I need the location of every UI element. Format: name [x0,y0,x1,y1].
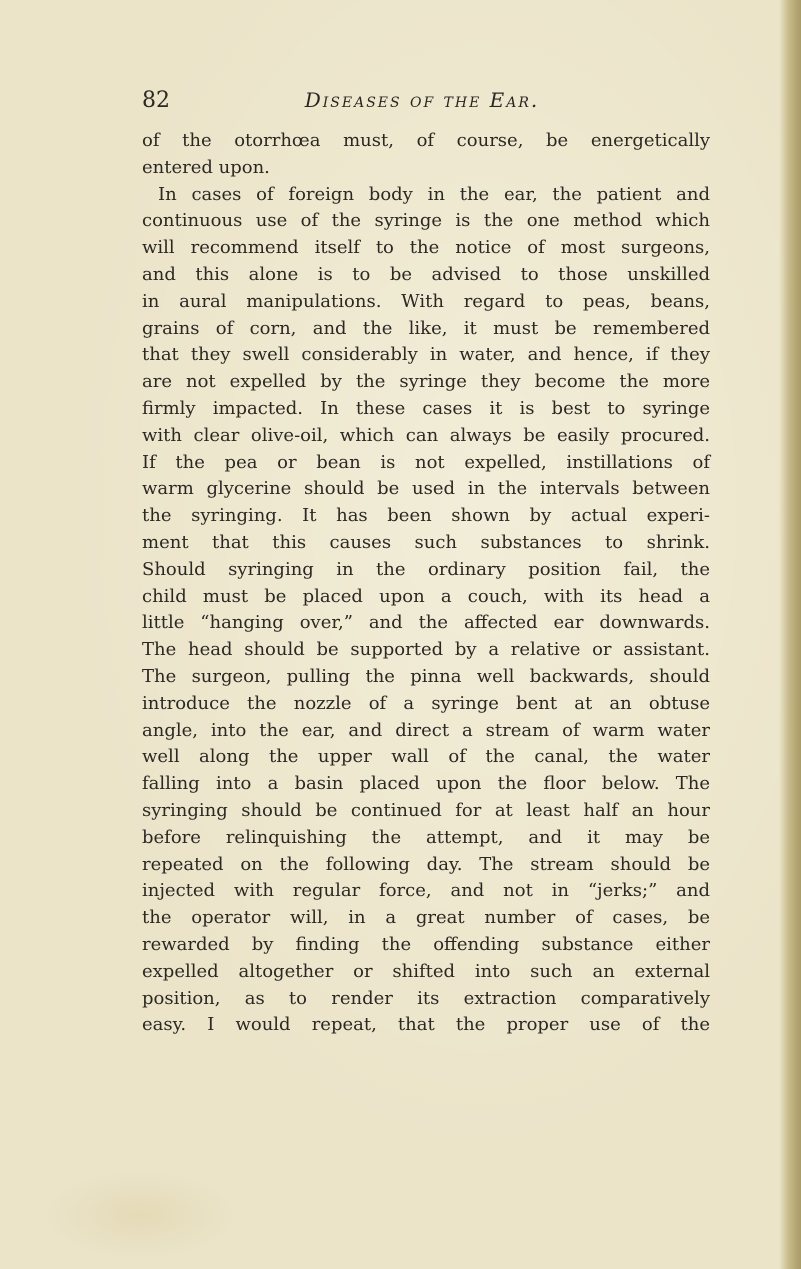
text-line: well along the upper wall of the canal, the water [142,746,710,768]
text-line: of the otorrhœa must, of course, be energetically [142,130,710,151]
text-line: falling into a basin placed upon the floor below. The [142,773,710,795]
text-line: the syringing. It has been shown by actual experi- [142,505,710,527]
text-line: the operator will, in a great number of cases, be [142,907,710,929]
running-head: Diseases of the Ear. [304,88,540,112]
text-line: will recommend itself to the notice of most surgeons, [142,237,710,259]
text-line: continuous use of the syringe is the one method which [142,210,710,232]
text-line: entered upon. [142,156,270,178]
text-line: repeated on the following day. The stream should be [142,853,710,875]
text-line: The surgeon, pulling the pinna well backwards, should [142,665,710,687]
page-edge-shadow [779,0,801,1269]
text-line: ment that this causes such substances to shrink. [142,531,710,553]
text-line: angle, into the ear, and direct a stream of warm water [142,719,710,741]
text-line: firmly impacted. In these cases it is best to syringe [142,397,710,419]
text-line: Should syringing in the ordinary position fail, the [142,558,710,580]
text-line: easy. I would repeat, that the proper use of the [142,1014,710,1036]
text-line: that they swell considerably in water, and hence, if they [142,344,710,366]
text-line: If the pea or bean is not expelled, instillations of [142,451,710,473]
page-number: 82 [142,88,170,113]
text-line: in aural manipulations. With regard to peas, beans, [142,290,710,312]
text-line: injected with regular force, and not in “jerks;” and [142,880,710,902]
text-line: little “hanging over,” and the affected ear downwards. [142,612,710,634]
text-line: In cases of foreign body in the ear, the patient and [158,183,710,205]
text-line: child must be placed upon a couch, with its head a [142,585,710,607]
text-line: warm glycerine should be used in the intervals between [142,478,710,500]
body-text [142,128,710,1039]
text-line: expelled altogether or shifted into such an external [142,960,710,982]
text-line: and this alone is to be advised to those unskilled [142,263,710,285]
text-line: The head should be supported by a relative or assistant. [142,639,710,661]
text-line: rewarded by finding the offending substance either [142,933,710,955]
text-line: are not expelled by the syringe they become the more [142,371,710,393]
paper-stain [40,1170,240,1260]
text-line: grains of corn, and the like, it must be remembered [142,317,710,339]
text-line: before relinquishing the attempt, and it may be [142,826,710,848]
page-header [142,88,702,124]
text-line: position, as to render its extraction comparatively [142,987,710,1009]
text-line: syringing should be continued for at least half an hour [142,799,710,821]
text-line: with clear olive-oil, which can always be easily procured. [142,424,710,446]
text-line: introduce the nozzle of a syringe bent at an obtuse [142,692,710,714]
